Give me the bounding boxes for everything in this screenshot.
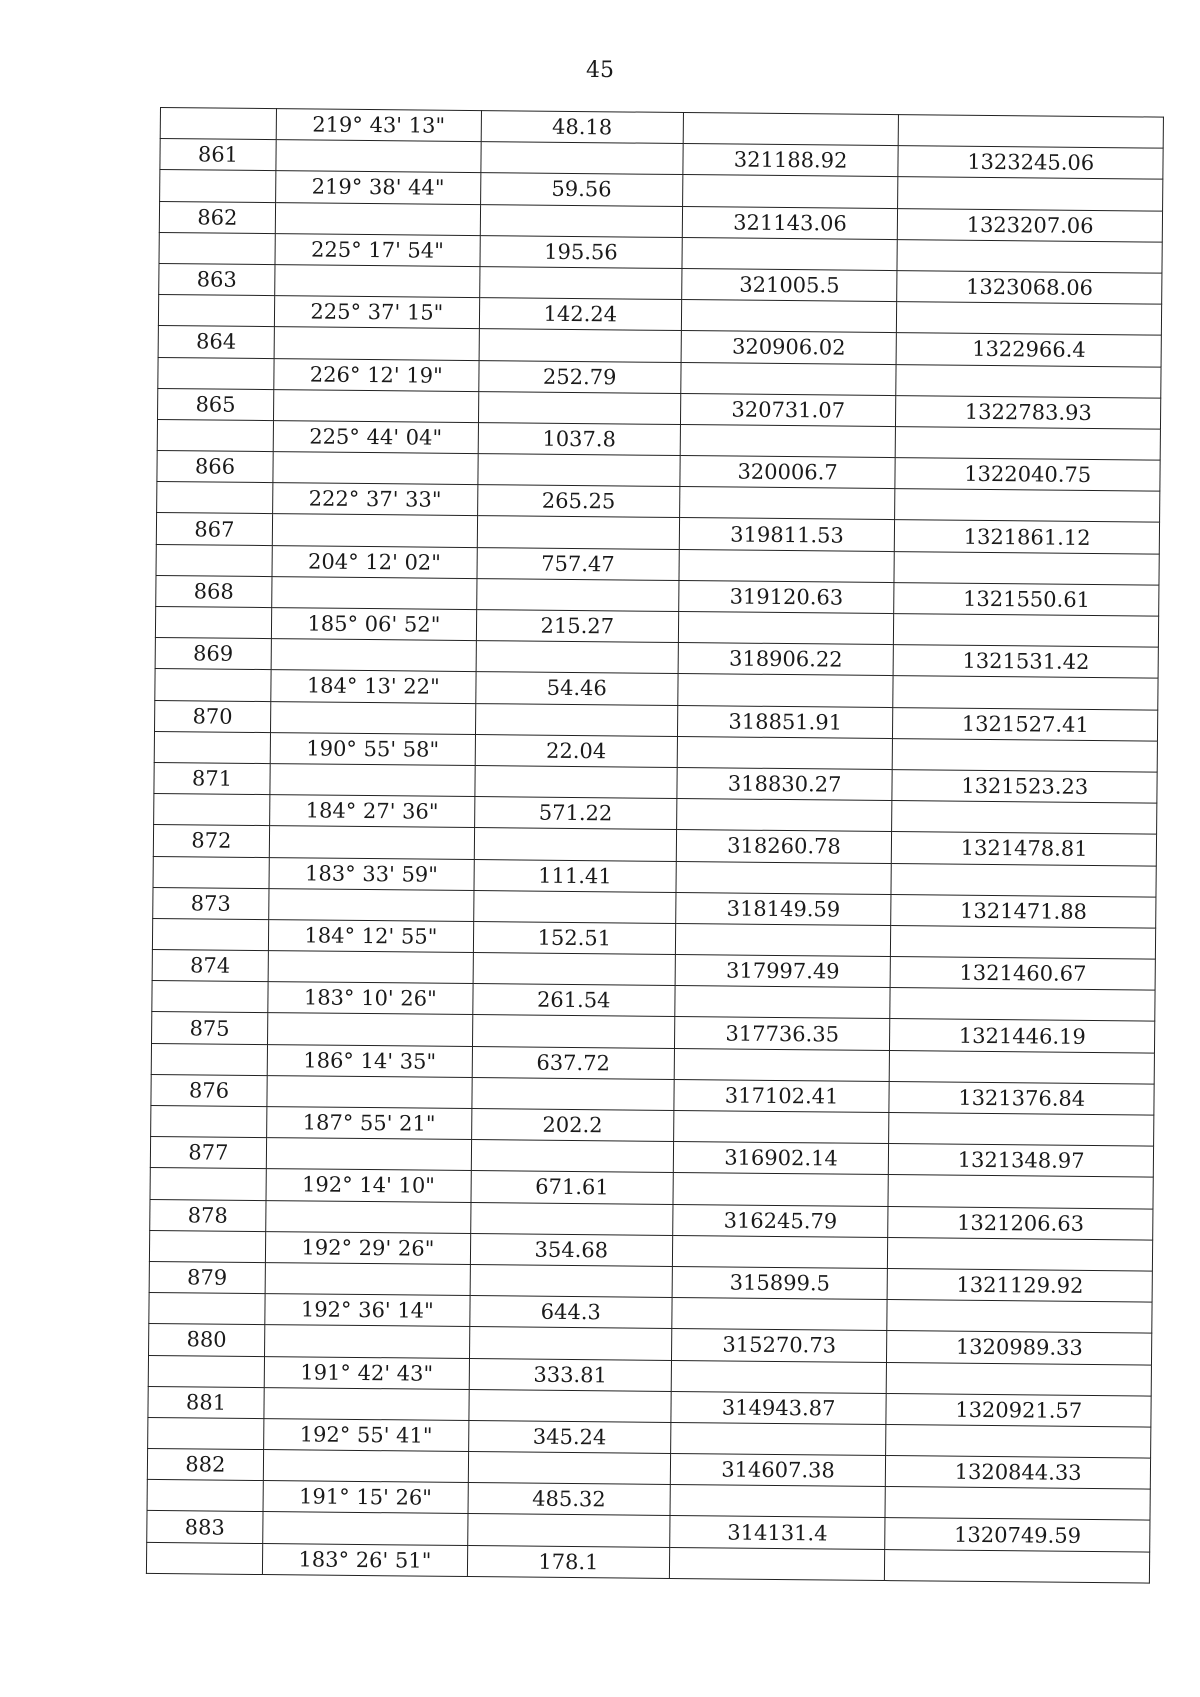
- point-cell-empty: [151, 1105, 267, 1137]
- point-cell: 878: [150, 1199, 266, 1231]
- easting-cell: 320906.02: [681, 331, 897, 364]
- coordinate-table-body: [146, 108, 1163, 1583]
- northing-cell-empty: [885, 1487, 1150, 1521]
- point-cell: 869: [155, 638, 271, 670]
- northing-cell: 1320989.33: [887, 1331, 1152, 1365]
- distance-cell-empty: [474, 828, 676, 861]
- northing-cell-empty: [887, 1362, 1152, 1396]
- bearing-cell: 185° 06' 52": [271, 608, 476, 641]
- distance-cell-empty: [475, 703, 677, 736]
- northing-cell-empty: [888, 1237, 1153, 1271]
- distance-cell-empty: [468, 1514, 670, 1547]
- northing-cell: 1322966.4: [897, 333, 1162, 367]
- distance-cell-empty: [471, 1202, 673, 1235]
- easting-cell: 321143.06: [682, 206, 898, 239]
- distance-cell: 195.56: [480, 235, 682, 268]
- distance-cell-empty: [473, 953, 675, 986]
- easting-cell-empty: [682, 237, 898, 270]
- northing-cell: 1321531.42: [894, 645, 1159, 679]
- easting-cell-empty: [671, 1360, 887, 1393]
- distance-cell: 142.24: [479, 298, 681, 331]
- point-cell: 865: [158, 388, 274, 420]
- northing-cell-empty: [894, 614, 1159, 648]
- coordinate-table: [146, 107, 1164, 1583]
- bearing-cell-empty: [269, 888, 474, 921]
- bearing-cell-empty: [267, 1075, 472, 1108]
- northing-cell: 1320749.59: [885, 1518, 1150, 1552]
- easting-cell-empty: [672, 1298, 888, 1331]
- northing-cell: 1321129.92: [888, 1268, 1153, 1302]
- easting-cell: 318149.59: [675, 892, 891, 925]
- bearing-cell-empty: [275, 265, 480, 298]
- northing-cell-empty: [892, 801, 1157, 835]
- easting-cell-empty: [682, 175, 898, 208]
- point-cell: 861: [160, 139, 276, 171]
- bearing-cell: 192° 55' 41": [263, 1418, 468, 1451]
- bearing-cell-empty: [266, 1200, 471, 1233]
- bearing-cell: 190° 55' 58": [270, 732, 475, 765]
- easting-cell: 318830.27: [677, 767, 893, 800]
- easting-cell: 318851.91: [677, 705, 893, 738]
- bearing-cell: 183° 33' 59": [269, 857, 474, 890]
- northing-cell: 1323068.06: [897, 271, 1162, 305]
- easting-cell: 316245.79: [672, 1204, 888, 1237]
- easting-cell-empty: [669, 1547, 885, 1580]
- distance-cell-empty: [478, 454, 680, 487]
- point-cell-empty: [149, 1230, 265, 1262]
- distance-cell: 1037.8: [478, 422, 680, 455]
- bearing-cell-empty: [270, 764, 475, 797]
- bearing-cell-empty: [268, 951, 473, 984]
- point-cell-empty: [160, 108, 276, 140]
- bearing-cell: 184° 27' 36": [269, 795, 474, 828]
- easting-cell-empty: [672, 1235, 888, 1268]
- distance-cell-empty: [469, 1389, 671, 1422]
- northing-cell: 1321550.61: [894, 582, 1159, 616]
- bearing-cell: 191° 15' 26": [263, 1481, 468, 1514]
- northing-cell: 1321460.67: [891, 957, 1156, 991]
- easting-cell: 317736.35: [674, 1017, 890, 1050]
- easting-cell: 319811.53: [679, 518, 895, 551]
- distance-cell-empty: [480, 204, 682, 237]
- bearing-cell-empty: [263, 1450, 468, 1483]
- easting-cell-empty: [673, 1173, 889, 1206]
- bearing-cell: 192° 36' 14": [265, 1294, 470, 1327]
- distance-cell: 178.1: [467, 1545, 669, 1578]
- point-cell: 868: [156, 575, 272, 607]
- northing-cell-empty: [891, 925, 1156, 959]
- easting-cell-empty: [681, 300, 897, 333]
- distance-cell-empty: [470, 1264, 672, 1297]
- point-cell: 875: [152, 1012, 268, 1044]
- distance-cell: 571.22: [474, 797, 676, 830]
- distance-cell-empty: [469, 1327, 671, 1360]
- bearing-cell-empty: [270, 701, 475, 734]
- northing-cell: 1321861.12: [895, 520, 1160, 554]
- point-cell-empty: [157, 419, 273, 451]
- easting-cell-empty: [676, 861, 892, 894]
- point-cell: 879: [149, 1261, 265, 1293]
- distance-cell-empty: [472, 1077, 674, 1110]
- easting-cell: 314131.4: [669, 1516, 885, 1549]
- bearing-cell-empty: [267, 1013, 472, 1046]
- northing-cell: 1321348.97: [889, 1144, 1154, 1178]
- northing-cell-empty: [890, 1050, 1155, 1084]
- distance-cell: 252.79: [479, 360, 681, 393]
- northing-cell-empty: [889, 1113, 1154, 1147]
- northing-cell: 1321446.19: [890, 1019, 1155, 1053]
- northing-cell-empty: [894, 551, 1159, 585]
- easting-cell-empty: [678, 611, 894, 644]
- northing-cell-empty: [897, 239, 1162, 273]
- distance-cell: 261.54: [473, 984, 675, 1017]
- point-cell: 880: [149, 1324, 265, 1356]
- distance-cell-empty: [472, 1015, 674, 1048]
- point-cell: 871: [154, 762, 270, 794]
- bearing-cell-empty: [269, 826, 474, 859]
- distance-cell-empty: [468, 1452, 670, 1485]
- northing-cell-empty: [891, 863, 1156, 897]
- northing-cell: 1321478.81: [892, 832, 1157, 866]
- northing-cell-empty: [885, 1549, 1150, 1583]
- northing-cell: 1321206.63: [888, 1206, 1153, 1240]
- distance-cell: 111.41: [474, 859, 676, 892]
- bearing-cell-empty: [265, 1263, 470, 1296]
- point-cell-empty: [156, 544, 272, 576]
- easting-cell: 320731.07: [680, 393, 896, 426]
- easting-cell-empty: [679, 487, 895, 520]
- easting-cell: 314943.87: [671, 1391, 887, 1424]
- easting-cell: 318906.22: [678, 643, 894, 676]
- point-cell: 883: [147, 1511, 263, 1543]
- point-cell-empty: [148, 1417, 264, 1449]
- bearing-cell: 204° 12' 02": [272, 545, 477, 578]
- bearing-cell: 184° 13' 22": [271, 670, 476, 703]
- distance-cell: 354.68: [470, 1233, 672, 1266]
- bearing-cell: 219° 38' 44": [275, 171, 480, 204]
- distance-cell-empty: [476, 641, 678, 674]
- northing-cell: 1322040.75: [895, 458, 1160, 492]
- point-cell-empty: [158, 295, 274, 327]
- easting-cell-empty: [678, 674, 894, 707]
- bearing-cell: 225° 37' 15": [274, 296, 479, 329]
- distance-cell: 152.51: [473, 921, 675, 954]
- point-cell-empty: [154, 731, 270, 763]
- easting-cell: 318260.78: [676, 830, 892, 863]
- bearing-cell: 183° 10' 26": [268, 982, 473, 1015]
- easting-cell-empty: [681, 362, 897, 395]
- point-cell-empty: [158, 357, 274, 389]
- northing-cell-empty: [893, 738, 1158, 772]
- easting-cell-empty: [683, 113, 899, 146]
- bearing-cell-empty: [276, 140, 481, 173]
- distance-cell: 637.72: [472, 1046, 674, 1079]
- point-cell-empty: [146, 1542, 262, 1574]
- easting-cell-empty: [679, 549, 895, 582]
- point-cell-empty: [152, 981, 268, 1013]
- bearing-cell-empty: [271, 639, 476, 672]
- point-cell: 872: [153, 825, 269, 857]
- easting-cell: 315899.5: [672, 1266, 888, 1299]
- distance-cell-empty: [471, 1140, 673, 1173]
- bearing-cell: 225° 44' 04": [273, 420, 478, 453]
- distance-cell-empty: [480, 267, 682, 300]
- northing-cell-empty: [895, 489, 1160, 523]
- northing-cell: 1321376.84: [889, 1081, 1154, 1115]
- northing-cell: 1322783.93: [896, 395, 1161, 429]
- bearing-cell-empty: [273, 389, 478, 422]
- bearing-cell: 222° 37' 33": [272, 483, 477, 516]
- easting-cell-empty: [674, 1048, 890, 1081]
- distance-cell: 59.56: [480, 173, 682, 206]
- bearing-cell-empty: [264, 1387, 469, 1420]
- point-cell: 863: [159, 263, 275, 295]
- point-cell-empty: [155, 606, 271, 638]
- bearing-cell-empty: [272, 514, 477, 547]
- northing-cell-empty: [896, 364, 1161, 398]
- bearing-cell: 186° 14' 35": [267, 1044, 472, 1077]
- point-cell: 877: [150, 1137, 266, 1169]
- easting-cell-empty: [680, 424, 896, 457]
- point-cell-empty: [157, 482, 273, 514]
- bearing-cell: 226° 12' 19": [274, 358, 479, 391]
- northing-cell: 1321527.41: [893, 707, 1158, 741]
- easting-cell: 317997.49: [675, 955, 891, 988]
- easting-cell: 321188.92: [683, 144, 899, 177]
- easting-cell-empty: [670, 1485, 886, 1518]
- point-cell: 862: [159, 201, 275, 233]
- bearing-cell-empty: [275, 202, 480, 235]
- easting-cell: 314607.38: [670, 1454, 886, 1487]
- point-cell-empty: [152, 918, 268, 950]
- point-cell: 874: [152, 950, 268, 982]
- bearing-cell-empty: [264, 1325, 469, 1358]
- bearing-cell-empty: [266, 1138, 471, 1171]
- easting-cell-empty: [675, 923, 891, 956]
- distance-cell: 757.47: [477, 547, 679, 580]
- distance-cell: 202.2: [471, 1109, 673, 1142]
- bearing-cell: 219° 43' 13": [276, 109, 481, 142]
- point-cell-empty: [153, 856, 269, 888]
- point-cell: 881: [148, 1386, 264, 1418]
- distance-cell-empty: [481, 142, 683, 175]
- easting-cell-empty: [676, 799, 892, 832]
- bearing-cell-empty: [263, 1512, 468, 1545]
- distance-cell-empty: [475, 765, 677, 798]
- distance-cell: 22.04: [475, 734, 677, 767]
- distance-cell-empty: [477, 578, 679, 611]
- northing-cell-empty: [897, 302, 1162, 336]
- easting-cell: 319120.63: [678, 580, 894, 613]
- point-cell: 882: [147, 1449, 263, 1481]
- northing-cell: 1320921.57: [886, 1393, 1151, 1427]
- easting-cell: 317102.41: [674, 1079, 890, 1112]
- point-cell: 866: [157, 451, 273, 483]
- bearing-cell: 192° 14' 10": [266, 1169, 471, 1202]
- distance-cell: 265.25: [477, 485, 679, 518]
- distance-cell-empty: [474, 890, 676, 923]
- northing-cell: 1323207.06: [898, 208, 1163, 242]
- distance-cell-empty: [479, 329, 681, 362]
- point-cell-empty: [155, 669, 271, 701]
- distance-cell: 644.3: [470, 1296, 672, 1329]
- point-cell-empty: [149, 1293, 265, 1325]
- easting-cell-empty: [673, 1110, 889, 1143]
- northing-cell-empty: [899, 115, 1164, 149]
- northing-cell-empty: [888, 1175, 1153, 1209]
- distance-cell: 215.27: [476, 610, 678, 643]
- bearing-cell-empty: [273, 452, 478, 485]
- point-cell: 870: [155, 700, 271, 732]
- point-cell-empty: [154, 794, 270, 826]
- easting-cell: 315270.73: [671, 1329, 887, 1362]
- northing-cell-empty: [890, 988, 1155, 1022]
- easting-cell-empty: [677, 736, 893, 769]
- bearing-cell: 183° 26' 51": [262, 1543, 467, 1576]
- northing-cell: 1321471.88: [891, 894, 1156, 928]
- easting-cell: 320006.7: [680, 456, 896, 489]
- bearing-cell-empty: [274, 327, 479, 360]
- distance-cell: 671.61: [471, 1171, 673, 1204]
- point-cell-empty: [148, 1355, 264, 1387]
- distance-cell: 485.32: [468, 1483, 670, 1516]
- bearing-cell: 192° 29' 26": [265, 1231, 470, 1264]
- point-cell: 873: [153, 887, 269, 919]
- northing-cell-empty: [893, 676, 1158, 710]
- bearing-cell: 225° 17' 54": [275, 233, 480, 266]
- page-number: 45: [586, 58, 614, 83]
- easting-cell: 316902.14: [673, 1142, 889, 1175]
- point-cell: 864: [158, 326, 274, 358]
- easting-cell: 321005.5: [681, 268, 897, 301]
- point-cell: 876: [151, 1074, 267, 1106]
- distance-cell: 54.46: [476, 672, 678, 705]
- point-cell-empty: [159, 232, 275, 264]
- easting-cell-empty: [670, 1422, 886, 1455]
- bearing-cell: 184° 12' 55": [268, 919, 473, 952]
- point-cell-empty: [151, 1043, 267, 1075]
- distance-cell: 48.18: [481, 111, 683, 144]
- distance-cell: 345.24: [468, 1420, 670, 1453]
- point-cell: 867: [156, 513, 272, 545]
- bearing-cell: 191° 42' 43": [264, 1356, 469, 1389]
- northing-cell: 1321523.23: [892, 770, 1157, 804]
- distance-cell: 333.81: [469, 1358, 671, 1391]
- point-cell-empty: [160, 170, 276, 202]
- bearing-cell-empty: [272, 576, 477, 609]
- northing-cell: 1320844.33: [886, 1456, 1151, 1490]
- point-cell-empty: [147, 1480, 263, 1512]
- northing-cell: 1323245.06: [898, 146, 1163, 180]
- northing-cell-empty: [887, 1300, 1152, 1334]
- distance-cell-empty: [478, 391, 680, 424]
- northing-cell-empty: [886, 1424, 1151, 1458]
- easting-cell-empty: [675, 986, 891, 1019]
- northing-cell-empty: [896, 426, 1161, 460]
- point-cell-empty: [150, 1168, 266, 1200]
- bearing-cell: 187° 55' 21": [266, 1107, 471, 1140]
- northing-cell-empty: [898, 177, 1163, 211]
- distance-cell-empty: [477, 516, 679, 549]
